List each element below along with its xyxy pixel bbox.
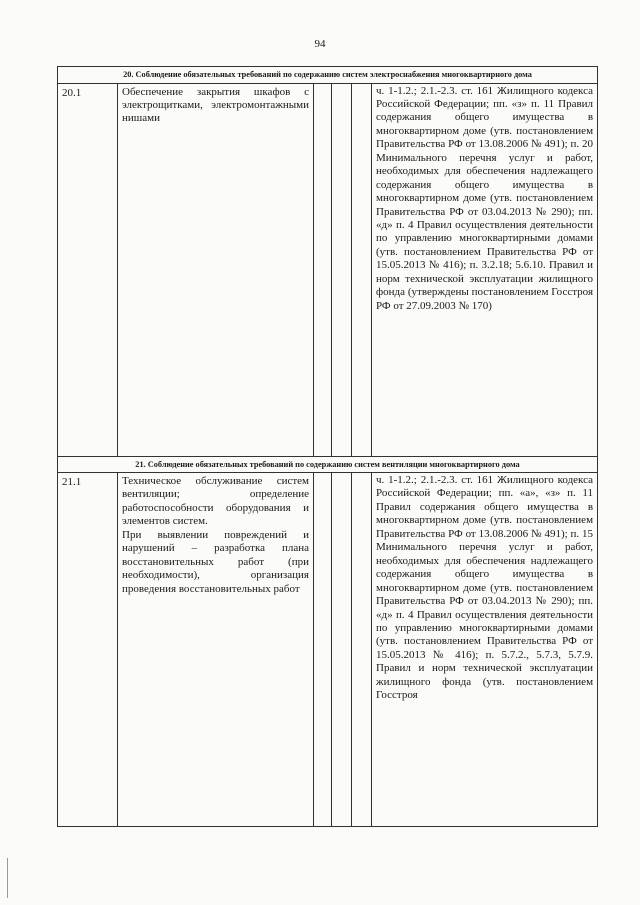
section-21-header: 21. Соблюдение обязательных требований по содержанию систем вентиляции многоквартирного дома (58, 456, 598, 473)
section-header-row (58, 67, 598, 84)
requirements-table (57, 66, 598, 827)
section-header-row (58, 456, 598, 473)
table-row (58, 83, 598, 456)
description-paragraph: При выявлении повреждений и нарушений – разработка плана восстановительных работ (при необходимости), организация проведения восстановительных работ (122, 528, 309, 595)
requirement-description (118, 473, 314, 827)
row-number: 21.1 (58, 473, 118, 827)
empty-cell (332, 83, 352, 456)
scan-edge-mark (7, 858, 8, 898)
empty-cell (352, 83, 372, 456)
empty-cell (314, 83, 332, 456)
empty-cell (352, 473, 372, 827)
empty-cell (314, 473, 332, 827)
description-paragraph: Обеспечение закрытия шкафов с электрощитками, электромонтажными нишами (122, 85, 309, 125)
empty-cell (332, 473, 352, 827)
row-number: 20.1 (58, 83, 118, 456)
requirement-description (118, 83, 314, 456)
description-paragraph: Техническое обслуживание систем вентиляции; определение работоспособности оборудования и элементов систем. (122, 475, 309, 528)
legal-reference: ч. 1-1.2.; 2.1.-2.3. ст. 161 Жилищного кодекса Российской Федерации; пп. «а», «з» п. 11 Правил содержания общего имущества в многоквартирном доме (утв. постановлением Правительства РФ от 13.08.2006 № 491); п. 15 Минимального перечня услуг и работ, необходимых для обеспечения надлежащего содержания общего имущества в многоквартирном доме (утв. постановлением Правительства РФ от 03.04.2013 № 290); пп. «д» п. 4 Правил осуществления деятельности по управлению многоквартирными домами (утв. постановлением Правительства РФ от 15.05.2013 № 416); п. 5.7.2., 5.7.3, 5.7.9. Правил и норм технической эксплуатации жилищного фонда (утв. постановлением Госстроя (372, 473, 598, 827)
table-row (58, 473, 598, 827)
legal-reference: ч. 1-1.2.; 2.1.-2.3. ст. 161 Жилищного кодекса Российской Федерации; пп. «з» п. 11 Правил содержания общего имущества в многоквартирном доме (утв. постановлением Правительства РФ от 13.08.2006 № 491); п. 20 Минимального перечня услуг и работ, необходимых для обеспечения надлежащего содержания общего имущества в многоквартирном доме (утв. постановлением Правительства РФ от 03.04.2013 № 290); пп. «д» п. 4 Правил осуществления деятельности по управлению многоквартирными домами (утв. постановлением Правительства РФ от 15.05.2013 № 416); п. 3.2.18; 5.6.10. Правил и норм технической эксплуатации жилищного фонда (утверждены постановлением Госстроя РФ от 27.09.2003 № 170) (372, 83, 598, 456)
section-20-header: 20. Соблюдение обязательных требований по содержанию систем электроснабжения многоквартирного дома (58, 67, 598, 84)
page-number: 94 (314, 38, 326, 50)
